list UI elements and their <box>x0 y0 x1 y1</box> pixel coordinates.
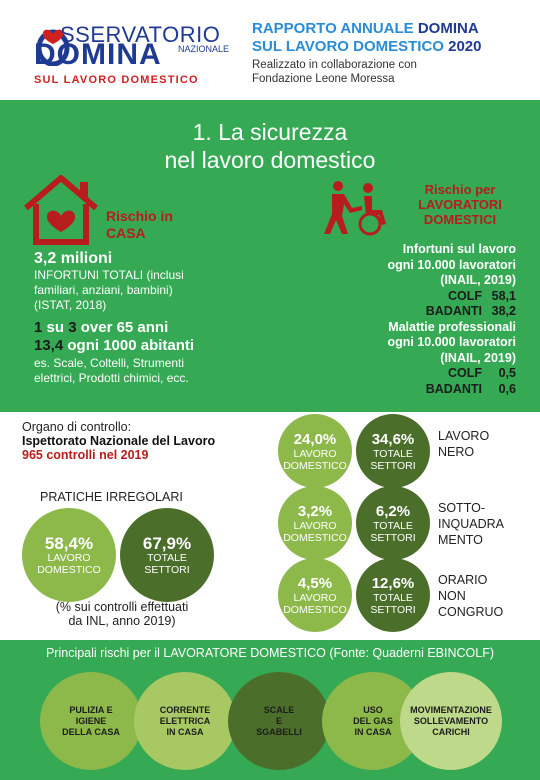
risks-title: Principali rischi per il LAVORATORE DOMESTICO (Fonte: Quaderni EBINCOLF) <box>45 646 495 660</box>
colf-value: 58,1 <box>491 288 516 303</box>
pratiche-circle-domestico <box>22 508 116 602</box>
grid-category-label <box>438 428 489 460</box>
pratiche-note <box>32 600 212 628</box>
circle-label: LAVORO <box>293 519 337 532</box>
report-title-part: 2020 <box>448 38 482 55</box>
ispettorato-label: Ispettorato Nazionale del Lavoro <box>22 434 216 448</box>
risk-circle <box>134 672 236 770</box>
risk-line: CORRENTE <box>159 704 211 715</box>
malattie-line: Malattie professionali <box>388 319 516 334</box>
circle-pct: 3,2% <box>297 502 333 520</box>
risk-line: USO <box>363 704 383 715</box>
grid-category-label <box>438 500 504 548</box>
risk-circle <box>40 672 142 770</box>
section-title-line: nel lavoro domestico <box>164 147 376 173</box>
risk-line: DELLA CASA <box>62 726 120 737</box>
risk-line: CARICHI <box>432 726 470 737</box>
casa-over65 <box>34 319 194 336</box>
circle-pct: 4,5% <box>297 574 333 592</box>
casa-examples-line: es. Scale, Coltelli, Strumenti <box>34 356 185 370</box>
category-line: CONGRUO <box>438 605 504 619</box>
risk-line: PULIZIA E <box>69 704 113 715</box>
category-line: MENTO <box>438 533 483 547</box>
colf-row <box>387 289 516 305</box>
logo-osservatorio: SSERVATORIO <box>60 22 221 47</box>
badanti-value: 38,2 <box>491 304 516 318</box>
casa-stats <box>34 250 194 386</box>
rischio-casa-label <box>106 208 173 242</box>
badanti2-label: BADANTI <box>425 381 482 396</box>
casa-million: 3,2 milioni <box>34 250 113 267</box>
header <box>0 0 540 100</box>
casa-abitanti <box>34 337 194 354</box>
circle-label: SETTORI <box>370 531 416 544</box>
rischio-lav-line: DOMESTICI <box>423 212 497 227</box>
risk-line: SGABELLI <box>256 726 302 737</box>
risk-line: IN CASA <box>354 726 392 737</box>
report-title-part: SUL LAVORO DOMESTICO <box>252 38 449 55</box>
controllo-info <box>22 420 215 462</box>
rischio-lav-line: LAVORATORI <box>418 197 502 212</box>
report-title <box>252 20 482 56</box>
category-line: NERO <box>438 445 475 459</box>
pratiche-label: PRATICHE IRREGOLARI <box>40 490 183 504</box>
category-line: ORARIO <box>438 573 488 587</box>
category-line: INQUADRA <box>438 517 504 531</box>
colf2-row <box>387 366 516 382</box>
infortuni-line: ogni 10.000 lavoratori <box>387 257 516 272</box>
badanti-row <box>387 304 516 320</box>
collab-line: Fondazione Leone Moressa <box>252 73 395 85</box>
malattie-line: ogni 10.000 lavoratori <box>387 335 516 349</box>
risk-line: SCALE <box>263 704 295 715</box>
over65-part: su <box>46 319 69 336</box>
infortuni-line: Infortuni sul lavoro <box>402 242 516 256</box>
colf-label: COLF <box>447 288 482 303</box>
circle-label: LAVORO <box>293 447 337 460</box>
badanti-label: BADANTI <box>425 304 482 318</box>
controlli-label: 965 controlli nel 2019 <box>22 448 149 462</box>
note-line: (% sui controlli effettuati <box>55 600 189 614</box>
infortuni-line: (INAIL, 2019) <box>440 273 516 287</box>
abitanti-part: ogni 1000 abitanti <box>67 337 195 354</box>
circle-pct: 12,6% <box>371 574 415 592</box>
risk-line: SOLLEVAMENTO <box>413 715 489 726</box>
rischio-lavoratori-label <box>400 182 520 227</box>
grid-circle-domestico <box>278 486 352 560</box>
collab-line: Realizzato in collaborazione con <box>252 59 417 71</box>
organo-label: Organo di controllo: <box>22 420 132 434</box>
report-title-part: DOMINA <box>417 20 479 37</box>
caregiver-wheelchair-icon <box>322 180 392 236</box>
circle-label: TOTALE <box>373 591 413 604</box>
over65-part: 3 <box>68 319 81 336</box>
category-line: LAVORO <box>438 429 490 443</box>
malattie-line: (INAIL, 2019) <box>440 350 516 365</box>
circle-label: DOMESTICO <box>283 531 347 544</box>
circle-label: TOTALE <box>147 551 187 564</box>
report-collaboration <box>252 58 417 86</box>
circle-label: DOMESTICO <box>283 459 347 472</box>
grid-circle-totale <box>356 558 430 632</box>
grid-circle-totale <box>356 414 430 488</box>
badanti2-value: 0,6 <box>498 381 516 396</box>
circle-label: TOTALE <box>373 519 413 532</box>
circle-label: DOMESTICO <box>37 563 101 576</box>
lavoratori-stats <box>387 242 516 397</box>
report-title-part: RAPPORTO ANNUALE <box>252 20 418 37</box>
circle-pct: 58,4% <box>44 533 94 553</box>
pratiche-circle-totale <box>120 508 214 602</box>
circle-label: DOMESTICO <box>283 603 347 616</box>
risk-line: E <box>275 715 282 726</box>
circle-label: SETTORI <box>144 563 190 576</box>
risk-line: IN CASA <box>166 726 204 737</box>
category-line: NON <box>438 589 466 603</box>
category-line: SOTTO- <box>438 501 485 515</box>
grid-circle-totale <box>356 486 430 560</box>
risk-line: IGIENE <box>75 715 107 726</box>
badanti2-row <box>387 382 516 398</box>
circle-label: TOTALE <box>373 447 413 460</box>
risk-circle <box>228 672 330 770</box>
colf2-value: 0,5 <box>498 366 516 380</box>
circle-label: SETTORI <box>370 459 416 472</box>
circle-label: LAVORO <box>47 551 91 564</box>
casa-infortuni-line: (ISTAT, 2018) <box>34 298 107 312</box>
circle-pct: 6,2% <box>375 502 411 520</box>
rischio-casa-line: CASA <box>106 225 146 241</box>
grid-category-label <box>438 572 503 620</box>
casa-examples-line: elettrici, Prodotti chimici, ecc. <box>34 371 189 385</box>
casa-infortuni-line: INFORTUNI TOTALI (inclusi <box>34 268 184 282</box>
over65-part: 1 <box>34 319 47 336</box>
colf2-label: COLF <box>447 366 482 380</box>
risk-line: DEL GAS <box>353 715 393 726</box>
logo-nazionale: NAZIONALE <box>178 44 230 54</box>
circle-pct: 24,0% <box>293 430 337 448</box>
house-heart-icon <box>20 174 102 246</box>
casa-infortuni-line: familiari, anziani, bambini) <box>34 283 173 297</box>
circle-pct: 67,9% <box>142 533 192 553</box>
risk-circle <box>400 672 502 770</box>
logo-subtitle: SUL LAVORO DOMESTICO <box>34 74 199 86</box>
grid-circle-domestico <box>278 414 352 488</box>
circle-pct: 34,6% <box>371 430 415 448</box>
section-title-line: 1. La sicurezza <box>192 119 348 145</box>
note-line: da INL, anno 2019) <box>68 614 176 628</box>
circle-label: LAVORO <box>293 591 337 604</box>
grid-circle-domestico <box>278 558 352 632</box>
rischio-casa-line: Rischio in <box>106 208 173 224</box>
section-title <box>0 118 540 174</box>
risk-line: ELETTRICA <box>159 715 211 726</box>
over65-part: over 65 anni <box>80 319 169 336</box>
rischio-lav-line: Rischio per <box>424 182 496 197</box>
logo-domina: DOMINA <box>34 38 162 71</box>
circle-label: SETTORI <box>370 603 416 616</box>
risk-line: MOVIMENTAZIONE <box>410 704 492 715</box>
abitanti-part: 13,4 <box>34 337 68 354</box>
